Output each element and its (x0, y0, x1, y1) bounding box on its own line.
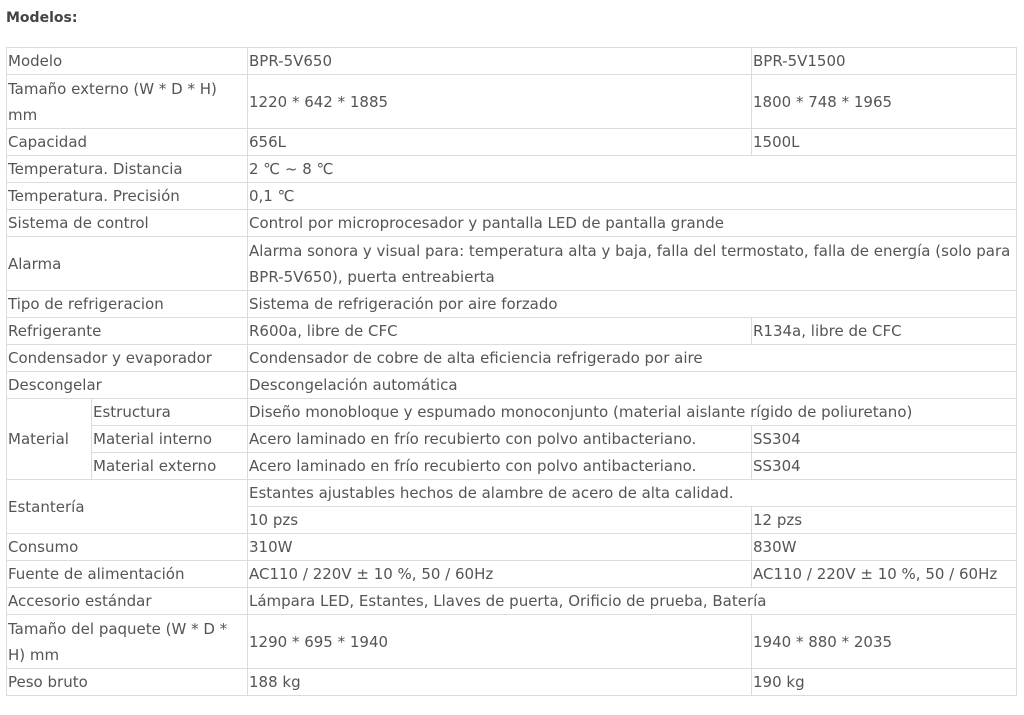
table-row (7, 480, 1017, 507)
cell-model-b: 190 kg (752, 669, 1017, 696)
cell-value: Descongelación automática (248, 372, 1017, 399)
cell-model-b: BPR-5V1500 (752, 48, 1017, 75)
table-row (7, 291, 1017, 318)
specs-table (6, 47, 1017, 696)
table-row (7, 615, 1017, 669)
table-row (7, 561, 1017, 588)
cell-model-b: SS304 (752, 453, 1017, 480)
cell-model-b: 1940 * 880 * 2035 (752, 615, 1017, 669)
table-row (7, 453, 1017, 480)
cell-model-a: 10 pzs (248, 507, 752, 534)
cell-value: Lámpara LED, Estantes, Llaves de puerta, Orificio de prueba, Batería (248, 588, 1017, 615)
cell-model-b: 1500L (752, 129, 1017, 156)
table-row (7, 129, 1017, 156)
cell-model-a: AC110 / 220V ± 10 %, 50 / 60Hz (248, 561, 752, 588)
cell-value: Control por microprocesador y pantalla LED de pantalla grande (248, 210, 1017, 237)
table-row (7, 75, 1017, 129)
cell-value: Alarma sonora y visual para: temperatura alta y baja, falla del termostato, falla de energía (solo para BPR-5V650), puerta entreabierta (248, 237, 1017, 291)
cell-model-a: 656L (248, 129, 752, 156)
cell-value: 0,1 ℃ (248, 183, 1017, 210)
table-row (7, 669, 1017, 696)
cell-model-b: 1800 * 748 * 1965 (752, 75, 1017, 129)
cell-value: Diseño monobloque y espumado monoconjunto (material aislante rígido de poliuretano) (248, 399, 1017, 426)
cell-model-a: R600a, libre de CFC (248, 318, 752, 345)
table-row (7, 345, 1017, 372)
cell-value: 2 ℃ ~ 8 ℃ (248, 156, 1017, 183)
cell-model-a: Acero laminado en frío recubierto con polvo antibacteriano. (248, 426, 752, 453)
cell-model-b: R134a, libre de CFC (752, 318, 1017, 345)
row-label: Peso bruto (7, 669, 248, 696)
row-label: Tamaño externo (W * D * H) mm (7, 75, 248, 129)
row-label: Temperatura. Distancia (7, 156, 248, 183)
table-row (7, 237, 1017, 291)
cell-model-b: 12 pzs (752, 507, 1017, 534)
row-label: Capacidad (7, 129, 248, 156)
table-row (7, 534, 1017, 561)
row-sublabel: Material interno (92, 426, 248, 453)
cell-model-a: Acero laminado en frío recubierto con polvo antibacteriano. (248, 453, 752, 480)
row-label: Estantería (7, 480, 248, 534)
cell-model-b: SS304 (752, 426, 1017, 453)
row-label-material: Material (7, 399, 92, 480)
cell-value: Estantes ajustables hechos de alambre de acero de alta calidad. (248, 480, 1017, 507)
cell-value: Condensador de cobre de alta eficiencia refrigerado por aire (248, 345, 1017, 372)
table-row (7, 399, 1017, 426)
row-label: Sistema de control (7, 210, 248, 237)
row-label: Modelo (7, 48, 248, 75)
table-row (7, 210, 1017, 237)
row-sublabel: Material externo (92, 453, 248, 480)
row-label: Descongelar (7, 372, 248, 399)
row-sublabel: Estructura (92, 399, 248, 426)
table-row (7, 426, 1017, 453)
row-label: Accesorio estándar (7, 588, 248, 615)
cell-model-a: BPR-5V650 (248, 48, 752, 75)
row-label: Tipo de refrigeracion (7, 291, 248, 318)
table-row (7, 318, 1017, 345)
section-heading: Modelos: (6, 10, 78, 26)
table-row (7, 48, 1017, 75)
cell-model-b: 830W (752, 534, 1017, 561)
cell-model-a: 188 kg (248, 669, 752, 696)
cell-value: Sistema de refrigeración por aire forzado (248, 291, 1017, 318)
table-row (7, 156, 1017, 183)
row-label: Fuente de alimentación (7, 561, 248, 588)
cell-model-a: 1220 * 642 * 1885 (248, 75, 752, 129)
cell-model-b: AC110 / 220V ± 10 %, 50 / 60Hz (752, 561, 1017, 588)
row-label: Alarma (7, 237, 248, 291)
row-label: Tamaño del paquete (W * D * H) mm (7, 615, 248, 669)
row-label: Condensador y evaporador (7, 345, 248, 372)
row-label: Refrigerante (7, 318, 248, 345)
row-label: Temperatura. Precisión (7, 183, 248, 210)
table-row (7, 588, 1017, 615)
cell-model-a: 310W (248, 534, 752, 561)
row-label: Consumo (7, 534, 248, 561)
cell-model-a: 1290 * 695 * 1940 (248, 615, 752, 669)
table-row (7, 372, 1017, 399)
table-row (7, 183, 1017, 210)
